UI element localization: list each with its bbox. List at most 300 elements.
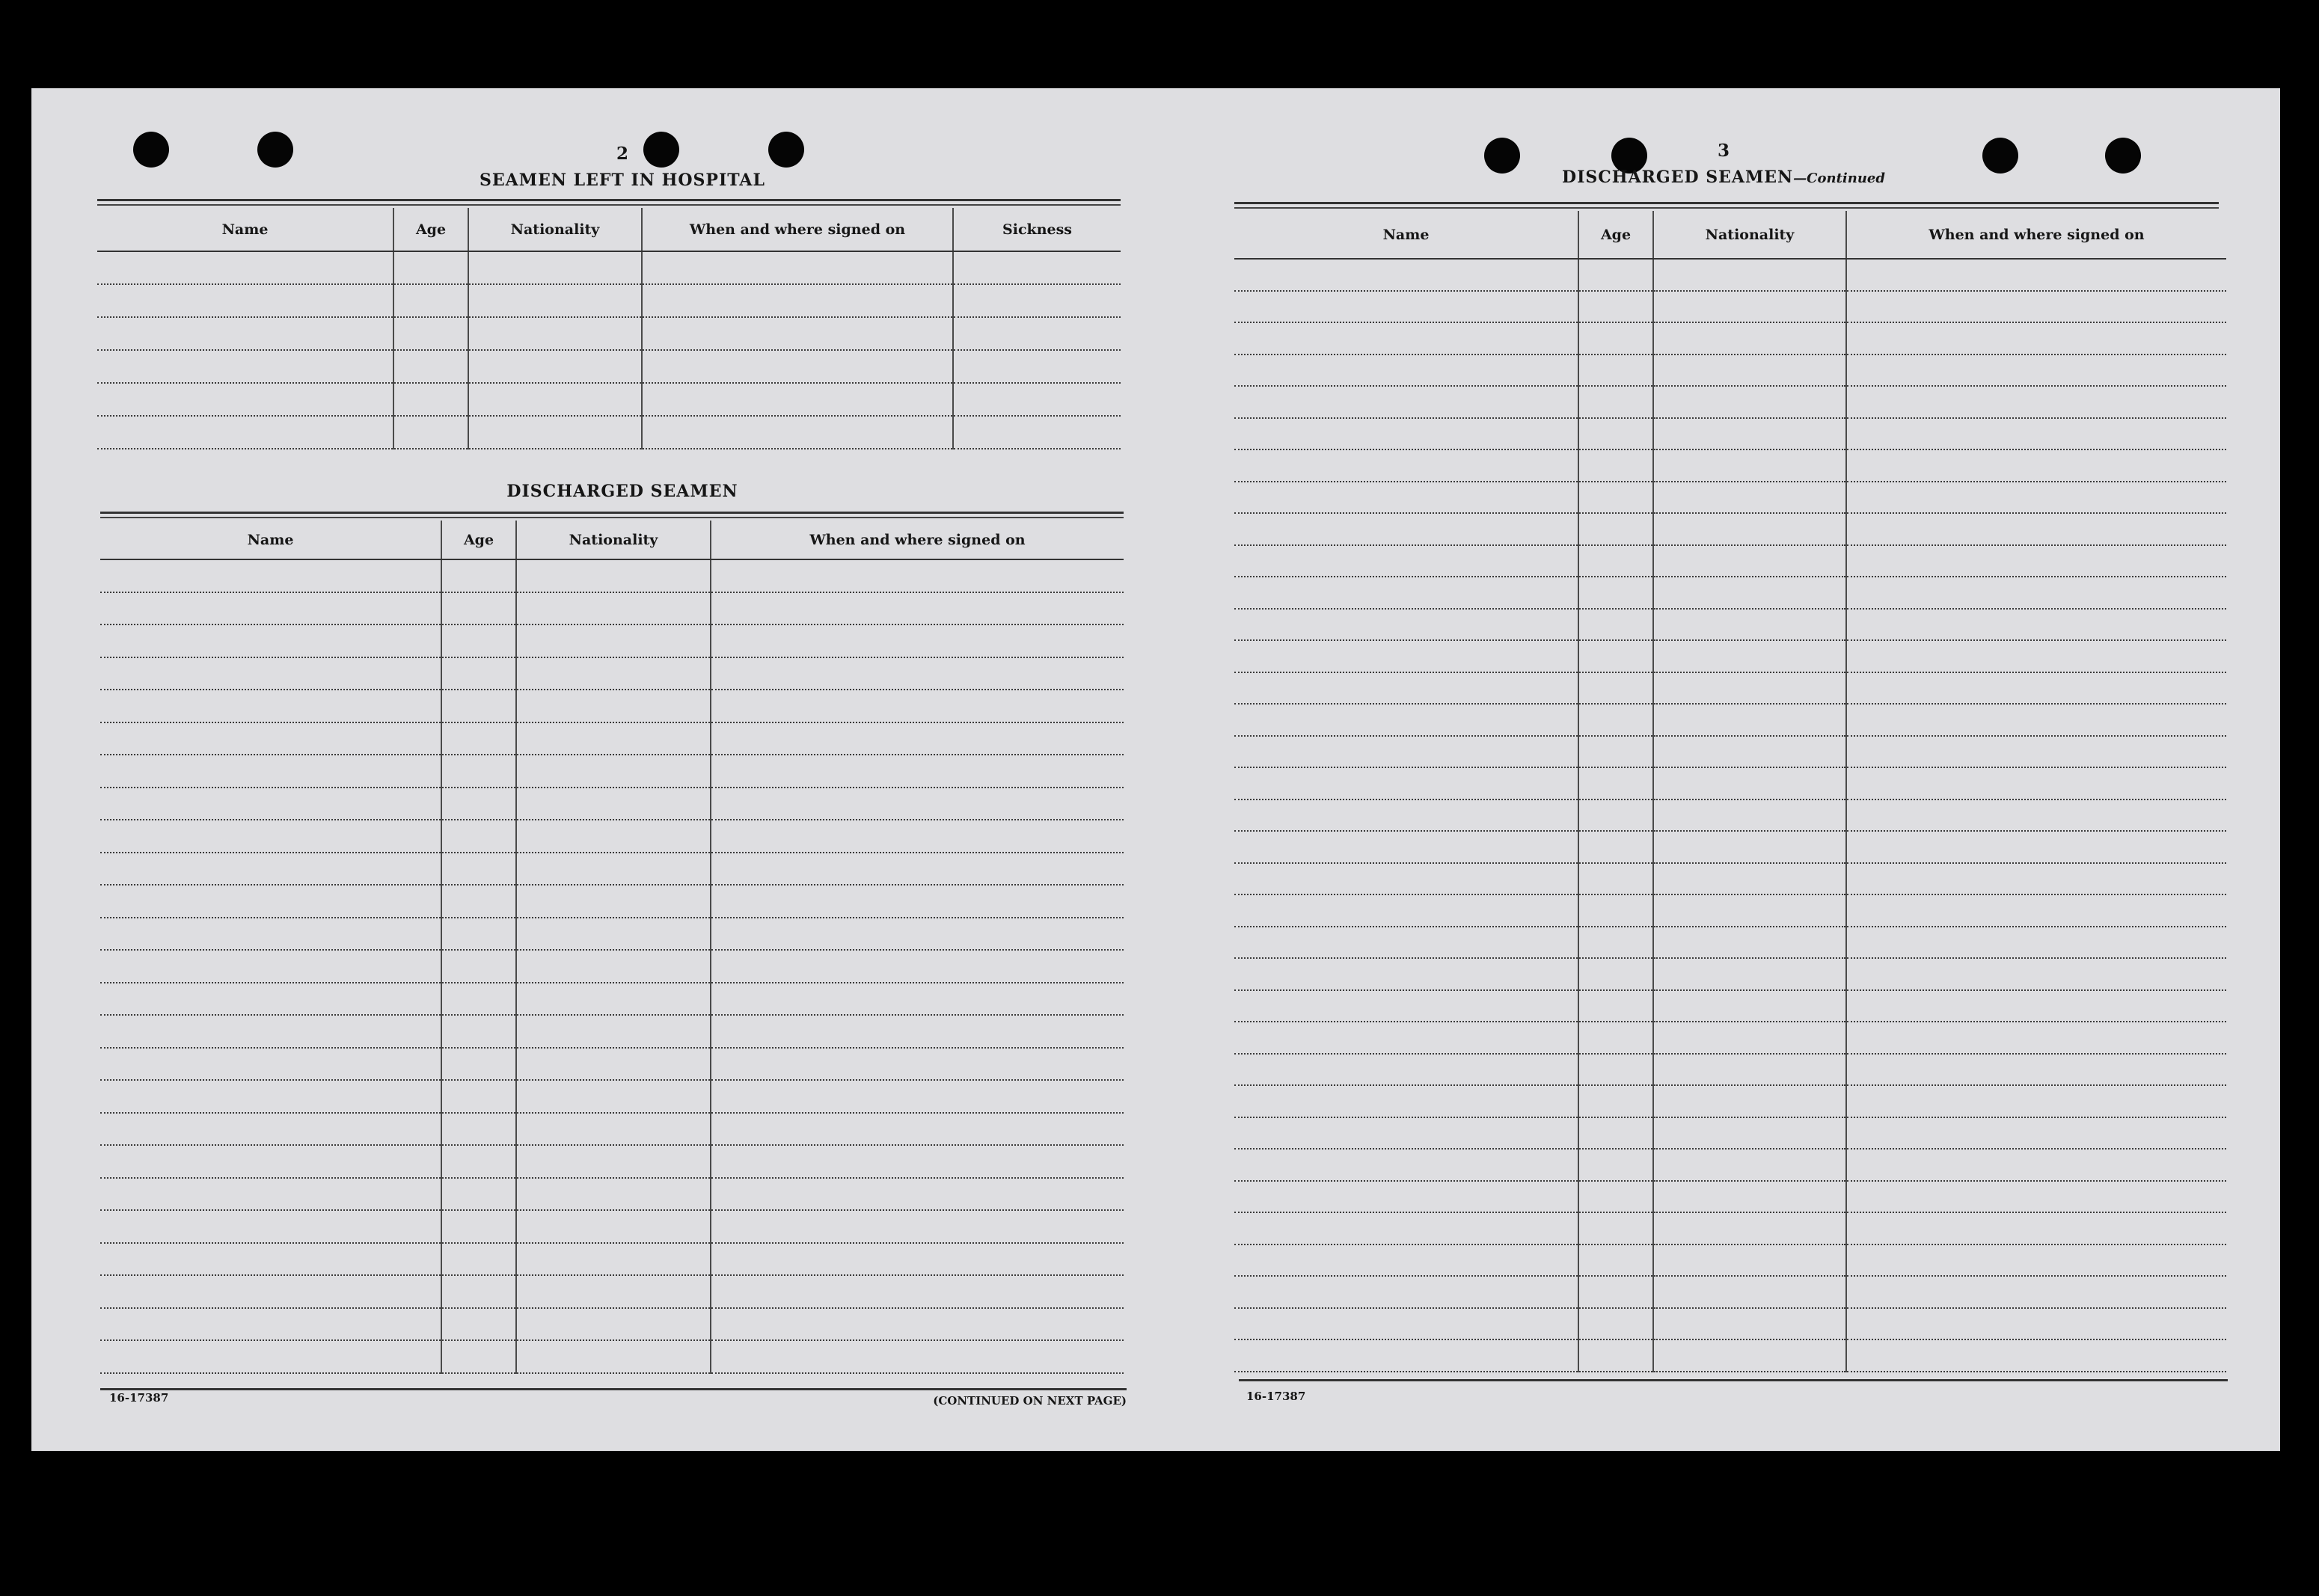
table-row — [1234, 704, 2226, 736]
table-row — [1234, 355, 2226, 387]
table-row — [100, 1113, 1124, 1146]
blank-cell — [516, 624, 711, 657]
blank-cell — [516, 1080, 711, 1113]
blank-cell — [711, 983, 1124, 1016]
blank-cell — [100, 624, 441, 657]
blank-cell — [516, 1275, 711, 1308]
blank-cell — [711, 1178, 1124, 1211]
blank-cell — [711, 1015, 1124, 1048]
table-row — [1234, 291, 2226, 323]
blank-cell — [1578, 958, 1653, 990]
blank-cell — [1846, 640, 2226, 672]
blank-cell — [1846, 1149, 2226, 1181]
blank-cell — [1578, 1181, 1653, 1213]
table-row — [1234, 545, 2226, 577]
blank-cell — [1846, 291, 2226, 323]
blank-cell — [97, 416, 393, 449]
blank-cell — [1846, 958, 2226, 990]
blank-cell — [1846, 259, 2226, 291]
blank-cell — [1846, 1212, 2226, 1244]
blank-cell — [1578, 1244, 1653, 1277]
table-row — [100, 592, 1124, 625]
blank-cell — [1846, 894, 2226, 927]
column-header: Sickness — [953, 208, 1121, 251]
blank-cell — [1578, 1276, 1653, 1308]
table-row — [1234, 767, 2226, 799]
blank-cell — [1234, 927, 1578, 959]
table-row — [1234, 640, 2226, 672]
blank-cell — [711, 1340, 1124, 1373]
blank-cell — [1234, 1085, 1578, 1117]
blank-cell — [953, 317, 1121, 350]
blank-cell — [1234, 958, 1578, 990]
blank-cell — [1578, 291, 1653, 323]
blank-cell — [100, 1113, 441, 1146]
blank-cell — [1653, 545, 1846, 577]
blank-cell — [1846, 1339, 2226, 1372]
blank-cell — [1578, 1117, 1653, 1150]
table-row — [100, 950, 1124, 983]
table-row — [1234, 577, 2226, 609]
blank-cell — [1653, 1339, 1846, 1372]
column-header: Name — [1234, 211, 1578, 259]
blank-cell — [1846, 990, 2226, 1022]
blank-cell — [1234, 355, 1578, 387]
blank-cell — [711, 1210, 1124, 1243]
blank-cell — [1846, 672, 2226, 705]
blank-cell — [1578, 577, 1653, 609]
table-row — [97, 383, 1121, 416]
blank-cell — [711, 820, 1124, 853]
table-row — [1234, 958, 2226, 990]
table-row — [1234, 1117, 2226, 1150]
table-row — [100, 1145, 1124, 1178]
blank-cell — [441, 950, 516, 983]
table-row — [1234, 609, 2226, 641]
table-row — [100, 1340, 1124, 1373]
blank-cell — [100, 788, 441, 820]
blank-cell — [1846, 355, 2226, 387]
table-row — [1234, 1212, 2226, 1244]
blank-cell — [1653, 736, 1846, 768]
blank-cell — [1846, 609, 2226, 641]
table-row — [100, 885, 1124, 918]
table-row — [1234, 831, 2226, 863]
table-row — [100, 983, 1124, 1016]
blank-cell — [711, 592, 1124, 625]
blank-cell — [1578, 418, 1653, 450]
blank-cell — [711, 657, 1124, 690]
blank-cell — [1846, 1117, 2226, 1150]
blank-cell — [516, 820, 711, 853]
discharged-table — [100, 521, 1124, 1374]
table-row — [1234, 927, 2226, 959]
blank-cell — [1653, 1022, 1846, 1054]
blank-cell — [97, 383, 393, 416]
blank-cell — [1234, 1276, 1578, 1308]
blank-cell — [1578, 355, 1653, 387]
hospital-section-title: SEAMEN LEFT IN HOSPITAL — [480, 171, 765, 190]
blank-cell — [1653, 894, 1846, 927]
blank-cell — [642, 317, 953, 350]
blank-cell — [100, 885, 441, 918]
blank-cell — [1234, 1022, 1578, 1054]
blank-cell — [100, 690, 441, 722]
blank-cell — [1653, 355, 1846, 387]
blank-cell — [393, 317, 468, 350]
blank-cell — [1234, 386, 1578, 418]
blank-cell — [393, 383, 468, 416]
blank-cell — [711, 885, 1124, 918]
blank-cell — [441, 820, 516, 853]
table-row — [100, 853, 1124, 886]
title-suffix: —Continued — [1793, 171, 1885, 186]
blank-cell — [468, 317, 642, 350]
column-header: Age — [441, 521, 516, 559]
blank-cell — [100, 592, 441, 625]
blank-cell — [441, 657, 516, 690]
column-header: When and where signed on — [1846, 211, 2226, 259]
blank-cell — [441, 853, 516, 886]
table-row — [1234, 1339, 2226, 1372]
blank-cell — [97, 251, 393, 284]
blank-cell — [516, 1340, 711, 1373]
column-header: Age — [1578, 211, 1653, 259]
blank-cell — [100, 950, 441, 983]
table-row — [97, 284, 1121, 317]
table-row — [1234, 1054, 2226, 1086]
blank-cell — [468, 383, 642, 416]
blank-cell — [711, 1275, 1124, 1308]
blank-cell — [393, 251, 468, 284]
blank-cell — [1653, 1308, 1846, 1340]
blank-cell — [1578, 1149, 1653, 1181]
table-row — [100, 1243, 1124, 1276]
table-row — [100, 657, 1124, 690]
blank-cell — [711, 1048, 1124, 1081]
blank-cell — [100, 559, 441, 592]
blank-cell — [1653, 609, 1846, 641]
blank-cell — [441, 1015, 516, 1048]
blank-cell — [1846, 386, 2226, 418]
blank-cell — [516, 853, 711, 886]
blank-cell — [441, 624, 516, 657]
table-row — [100, 1015, 1124, 1048]
blank-cell — [393, 416, 468, 449]
column-header: When and where signed on — [642, 208, 953, 251]
blank-cell — [441, 1243, 516, 1276]
blank-cell — [1234, 767, 1578, 799]
blank-cell — [1846, 418, 2226, 450]
blank-cell — [441, 1275, 516, 1308]
table-row — [1234, 1276, 2226, 1308]
blank-cell — [1578, 545, 1653, 577]
bottom-rule — [100, 1388, 1127, 1390]
blank-cell — [1234, 1212, 1578, 1244]
blank-cell — [393, 350, 468, 383]
blank-cell — [441, 1048, 516, 1081]
punch-hole — [2105, 138, 2141, 174]
blank-cell — [1234, 322, 1578, 355]
blank-cell — [441, 755, 516, 788]
column-header: Name — [97, 208, 393, 251]
blank-cell — [1234, 640, 1578, 672]
blank-cell — [1578, 672, 1653, 705]
blank-cell — [516, 755, 711, 788]
blank-cell — [711, 950, 1124, 983]
discharged-section-title: DISCHARGED SEAMEN — [506, 482, 738, 501]
blank-cell — [516, 885, 711, 918]
blank-cell — [1234, 799, 1578, 832]
blank-cell — [1234, 1149, 1578, 1181]
blank-cell — [1234, 482, 1578, 514]
blank-cell — [100, 1275, 441, 1308]
blank-cell — [1653, 1212, 1846, 1244]
blank-cell — [468, 416, 642, 449]
form-number: 16-17387 — [109, 1391, 169, 1405]
blank-cell — [516, 1048, 711, 1081]
blank-cell — [1578, 1085, 1653, 1117]
blank-cell — [1578, 1054, 1653, 1086]
blank-cell — [1653, 1054, 1846, 1086]
table-row — [100, 755, 1124, 788]
blank-cell — [1234, 1117, 1578, 1150]
page-number: 2 — [616, 144, 628, 164]
blank-cell — [441, 788, 516, 820]
blank-cell — [1234, 863, 1578, 895]
blank-cell — [468, 284, 642, 317]
blank-cell — [441, 1080, 516, 1113]
blank-cell — [1846, 767, 2226, 799]
blank-cell — [1653, 990, 1846, 1022]
blank-cell — [1846, 322, 2226, 355]
blank-cell — [516, 690, 711, 722]
blank-cell — [1653, 1117, 1846, 1150]
table-row — [100, 1308, 1124, 1341]
blank-cell — [516, 1113, 711, 1146]
discharged-continued-table — [1234, 211, 2226, 1372]
table-row — [100, 788, 1124, 820]
blank-cell — [1846, 1308, 2226, 1340]
blank-cell — [1846, 1085, 2226, 1117]
blank-cell — [1653, 863, 1846, 895]
blank-cell — [1653, 799, 1846, 832]
blank-cell — [1234, 831, 1578, 863]
table-row — [97, 317, 1121, 350]
blank-cell — [516, 1210, 711, 1243]
blank-cell — [1578, 482, 1653, 514]
blank-cell — [1846, 1022, 2226, 1054]
blank-cell — [441, 559, 516, 592]
blank-cell — [1653, 322, 1846, 355]
blank-cell — [1653, 577, 1846, 609]
blank-cell — [1653, 767, 1846, 799]
blank-cell — [1234, 609, 1578, 641]
blank-cell — [1234, 990, 1578, 1022]
blank-cell — [1578, 609, 1653, 641]
blank-cell — [1653, 672, 1846, 705]
blank-cell — [711, 788, 1124, 820]
column-header: Nationality — [468, 208, 642, 251]
blank-cell — [441, 1113, 516, 1146]
blank-cell — [1653, 513, 1846, 545]
blank-cell — [1234, 259, 1578, 291]
blank-cell — [711, 624, 1124, 657]
blank-cell — [642, 251, 953, 284]
blank-cell — [97, 350, 393, 383]
blank-cell — [1578, 990, 1653, 1022]
blank-cell — [711, 853, 1124, 886]
blank-cell — [1234, 672, 1578, 705]
blank-cell — [1653, 927, 1846, 959]
blank-cell — [1653, 418, 1846, 450]
blank-cell — [100, 820, 441, 853]
blank-cell — [953, 416, 1121, 449]
blank-cell — [1234, 545, 1578, 577]
blank-cell — [1846, 736, 2226, 768]
table-row — [1234, 482, 2226, 514]
blank-cell — [100, 1080, 441, 1113]
blank-cell — [953, 284, 1121, 317]
blank-cell — [100, 918, 441, 951]
blank-cell — [953, 251, 1121, 284]
blank-cell — [1653, 259, 1846, 291]
table-row — [1234, 322, 2226, 355]
blank-cell — [516, 592, 711, 625]
blank-cell — [1578, 1022, 1653, 1054]
blank-cell — [1234, 704, 1578, 736]
blank-cell — [1653, 831, 1846, 863]
blank-cell — [1234, 1339, 1578, 1372]
discharged-continued-title — [1447, 168, 2000, 187]
blank-cell — [100, 1340, 441, 1373]
blank-cell — [441, 1145, 516, 1178]
blank-cell — [1578, 386, 1653, 418]
blank-cell — [441, 1178, 516, 1211]
table-row — [97, 251, 1121, 284]
punch-hole — [133, 132, 169, 168]
blank-cell — [1846, 831, 2226, 863]
blank-cell — [1653, 291, 1846, 323]
blank-cell — [953, 350, 1121, 383]
blank-cell — [1653, 1149, 1846, 1181]
blank-cell — [711, 1113, 1124, 1146]
blank-cell — [1846, 449, 2226, 482]
column-header: Name — [100, 521, 441, 559]
blank-cell — [441, 722, 516, 755]
column-header: Age — [393, 208, 468, 251]
blank-cell — [1846, 1181, 2226, 1213]
title-main: DISCHARGED SEAMEN — [1562, 168, 1794, 187]
blank-cell — [516, 788, 711, 820]
table-row — [1234, 513, 2226, 545]
blank-cell — [516, 950, 711, 983]
column-header: Nationality — [516, 521, 711, 559]
blank-cell — [100, 1145, 441, 1178]
hospital-table — [97, 208, 1121, 449]
blank-cell — [1578, 894, 1653, 927]
table-row — [100, 722, 1124, 755]
blank-cell — [1234, 1054, 1578, 1086]
table-row — [1234, 1022, 2226, 1054]
blank-cell — [516, 559, 711, 592]
blank-cell — [441, 885, 516, 918]
blank-cell — [100, 1048, 441, 1081]
table-row — [100, 1048, 1124, 1081]
blank-cell — [516, 722, 711, 755]
table-row — [1234, 736, 2226, 768]
blank-cell — [1846, 577, 2226, 609]
blank-cell — [1653, 958, 1846, 990]
table-row — [100, 1275, 1124, 1308]
table-row — [100, 1178, 1124, 1211]
blank-cell — [516, 657, 711, 690]
right-page — [1177, 88, 2280, 1451]
blank-cell — [100, 1308, 441, 1341]
table-row — [1234, 863, 2226, 895]
blank-cell — [516, 1243, 711, 1276]
table-row — [1234, 1149, 2226, 1181]
blank-cell — [97, 284, 393, 317]
blank-cell — [1578, 927, 1653, 959]
blank-cell — [100, 755, 441, 788]
blank-cell — [393, 284, 468, 317]
blank-cell — [1578, 513, 1653, 545]
blank-cell — [711, 1243, 1124, 1276]
blank-cell — [100, 1178, 441, 1211]
blank-cell — [1653, 1181, 1846, 1213]
double-rule — [97, 199, 1121, 206]
table-row — [97, 350, 1121, 383]
table-row — [1234, 1308, 2226, 1340]
punch-hole — [768, 132, 804, 168]
table-row — [1234, 1181, 2226, 1213]
blank-cell — [441, 1340, 516, 1373]
table-row — [100, 559, 1124, 592]
table-row — [1234, 418, 2226, 450]
blank-cell — [711, 755, 1124, 788]
table-row — [1234, 1085, 2226, 1117]
double-rule — [100, 512, 1124, 518]
blank-cell — [1846, 1054, 2226, 1086]
blank-cell — [642, 416, 953, 449]
blank-cell — [100, 983, 441, 1016]
blank-cell — [516, 918, 711, 951]
blank-cell — [1846, 863, 2226, 895]
table-row — [1234, 799, 2226, 832]
blank-cell — [711, 1145, 1124, 1178]
blank-cell — [1846, 482, 2226, 514]
blank-cell — [441, 592, 516, 625]
left-page — [31, 88, 1177, 1451]
blank-cell — [100, 1015, 441, 1048]
form-number: 16-17387 — [1246, 1390, 1306, 1403]
column-header: When and where signed on — [711, 521, 1124, 559]
table-row — [1234, 894, 2226, 927]
blank-cell — [100, 853, 441, 886]
blank-cell — [100, 722, 441, 755]
blank-cell — [1234, 577, 1578, 609]
blank-cell — [711, 722, 1124, 755]
continued-note: (CONTINUED ON NEXT PAGE) — [933, 1394, 1127, 1408]
blank-cell — [1578, 831, 1653, 863]
blank-cell — [1653, 1244, 1846, 1277]
blank-cell — [1578, 259, 1653, 291]
blank-cell — [1234, 894, 1578, 927]
table-row — [97, 416, 1121, 449]
blank-cell — [1578, 1308, 1653, 1340]
page-number: 3 — [1717, 141, 1730, 161]
